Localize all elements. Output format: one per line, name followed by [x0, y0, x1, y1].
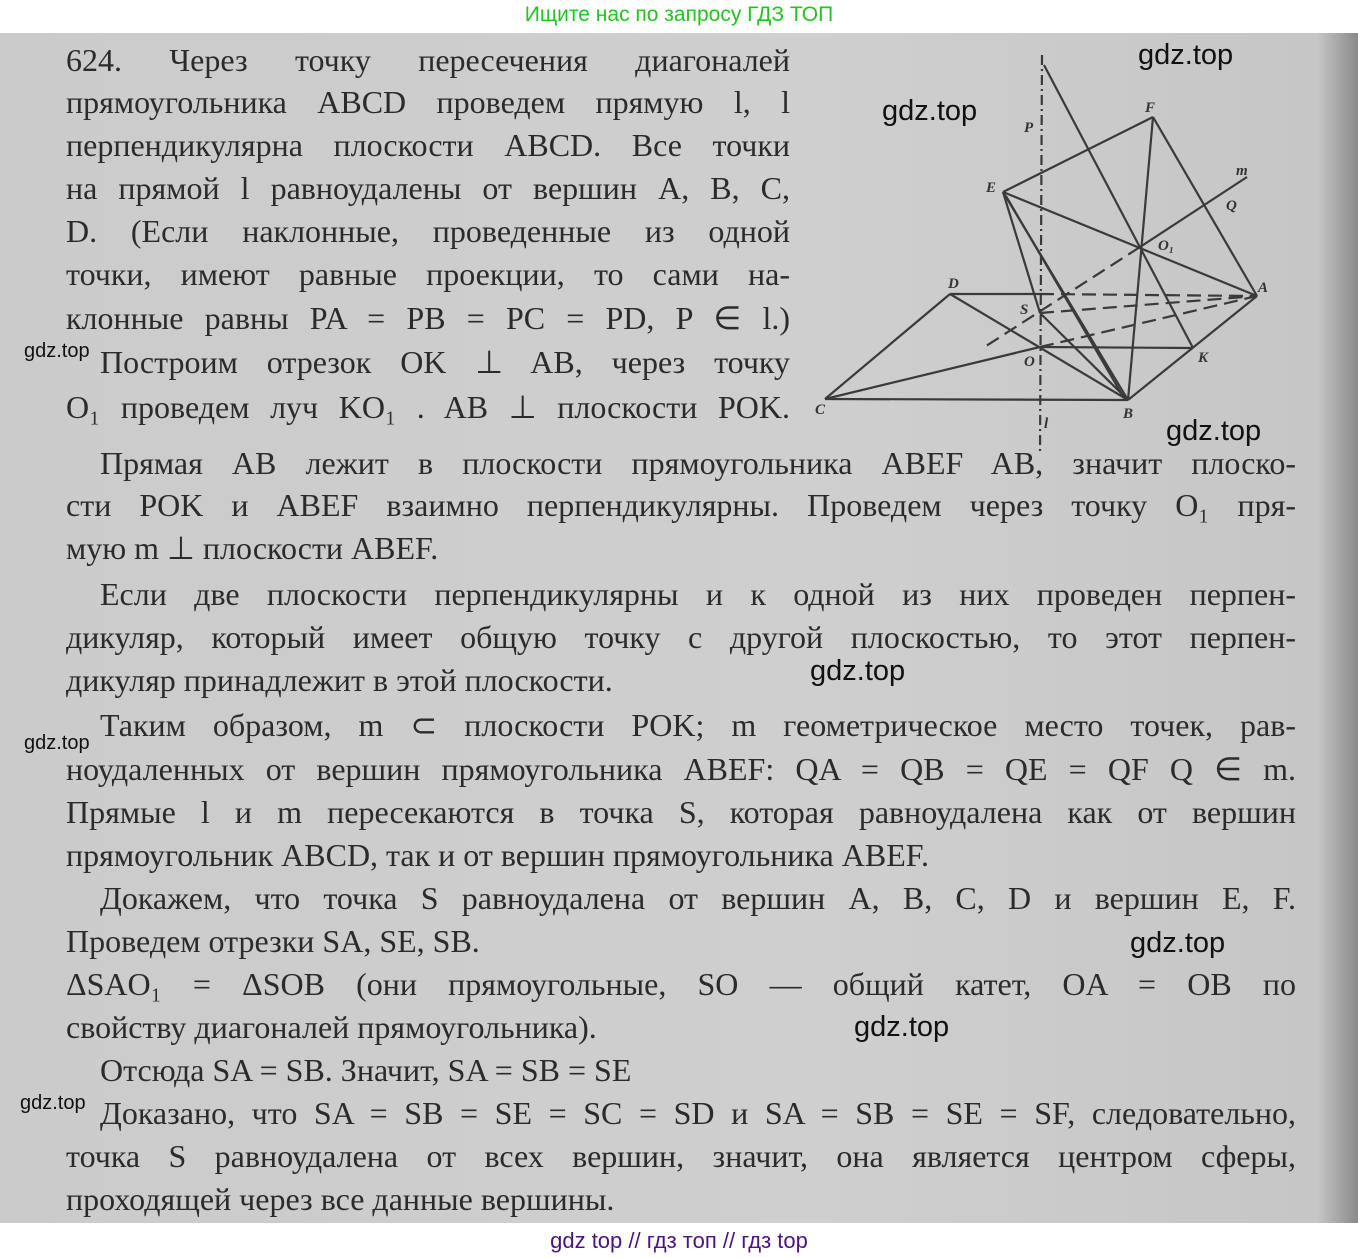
label-k: K — [1198, 350, 1209, 366]
label-d: D — [948, 276, 959, 292]
edge-cb — [825, 399, 1128, 400]
watermark: gdz.top — [810, 655, 906, 687]
label-p: P — [1024, 120, 1034, 136]
text-line: на прямой l равноудалены от вершин A, B, C, — [66, 170, 790, 206]
text-line: проходящей через все данные вершины. — [66, 1181, 615, 1217]
label-m: m — [1236, 163, 1248, 179]
text-line: точка S равноудалена от всех вершин, значит, она является центром сферы, — [66, 1138, 1296, 1174]
text-line: D. (Если наклонные, проведенные из одной — [66, 213, 790, 249]
label-e: E — [986, 180, 997, 196]
text-line: Построим отрезок OK ⊥ AB, через точку — [100, 344, 790, 380]
footer-links[interactable]: gdz top // гдз топ // гдз top — [550, 1228, 808, 1253]
label-o: O — [1024, 354, 1035, 370]
text-line: O₁ проведем луч KO₁ . AB ⊥ плоскости POK. — [66, 389, 790, 425]
label-l: l — [1044, 416, 1049, 432]
text-line: дикуляр принадлежит в этой плоскости. — [66, 662, 613, 698]
diag-fb — [1128, 117, 1153, 400]
text-line: мую m ⊥ плоскости ABEF. — [66, 530, 439, 566]
text-line: Отсюда SA = SB. Значит, SA = SB = SE — [100, 1052, 632, 1088]
text-line: перпендикулярна плоскости ABCD. Все точки — [66, 127, 790, 163]
text-line: клонные равны PA = PB = PC = PD, P ∈ l.) — [66, 300, 790, 336]
label-f: F — [1145, 100, 1156, 116]
text-line: Прямые l и m пересекаются в точка S, которая равноудалена как от вершин — [66, 794, 1296, 830]
watermark: gdz.top — [854, 1011, 950, 1043]
text-line: точки, имеют равные проекции, то сами на- — [66, 256, 790, 292]
text-line: Таким образом, m ⊂ плоскости POK; m геометрическое место точек, рав- — [100, 707, 1296, 743]
label-o1: O₁ — [1158, 238, 1175, 254]
text-line: Если две плоскости перпендикулярны и к одной из них проведен перпен- — [100, 576, 1296, 612]
label-s: S — [1020, 302, 1029, 318]
text-line: сти POK и ABEF взаимно перпендикулярны. Проведем через точку O₁ пря- — [66, 487, 1296, 523]
edge-da-hidden — [1040, 294, 1257, 296]
watermark: gdz.top — [1138, 39, 1234, 71]
ray-ko1 — [1044, 65, 1193, 348]
text-line: прямоугольник ABCD, так и от вершин прямоугольника ABEF. — [66, 837, 929, 873]
watermark: gdz.top — [24, 732, 90, 754]
watermark: gdz.top — [24, 340, 90, 362]
text-line: свойству диагоналей прямоугольника). — [66, 1009, 597, 1045]
watermark: gdz.top — [1130, 927, 1226, 959]
label-c: C — [815, 402, 826, 418]
segment-ok — [1040, 347, 1193, 348]
search-banner[interactable]: Ищите нас по запросу ГДЗ ТОП — [524, 3, 834, 26]
text-line: ΔSAO₁ = ΔSOB (они прямоугольные, SO — общий катет, OA = OB по — [66, 966, 1296, 1002]
text-line: Проведем отрезки SA, SE, SB. — [66, 923, 480, 959]
text-line: 624. Через точку пересечения диагоналей — [66, 42, 790, 78]
watermark: gdz.top — [20, 1092, 86, 1114]
text-line: Докажем, что точка S равноудалена от вершин A, B, C, D и вершин E, F. — [100, 880, 1296, 916]
label-q: Q — [1226, 198, 1237, 214]
watermark: gdz.top — [1166, 415, 1262, 447]
text-line: Доказано, что SA = SB = SE = SC = SD и SA = SB = SE = SF, следовательно, — [100, 1095, 1296, 1131]
watermark: gdz.top — [882, 95, 978, 127]
label-a: A — [1258, 280, 1269, 296]
label-b: B — [1123, 406, 1134, 422]
edge-fa — [1153, 117, 1257, 296]
text-line: ноудаленных от вершин прямоугольника ABEF: QA = QB = QE = QF Q ∈ m. — [66, 751, 1296, 787]
text-line: дикуляр, который имеет общую точку с другой плоскостью, то этот перпен- — [66, 619, 1296, 655]
text-line: Прямая AB лежит в плоскости прямоугольника ABEF AB, значит плоско- — [100, 445, 1296, 481]
text-line: прямоугольника ABCD проведем прямую l, l — [66, 84, 790, 120]
